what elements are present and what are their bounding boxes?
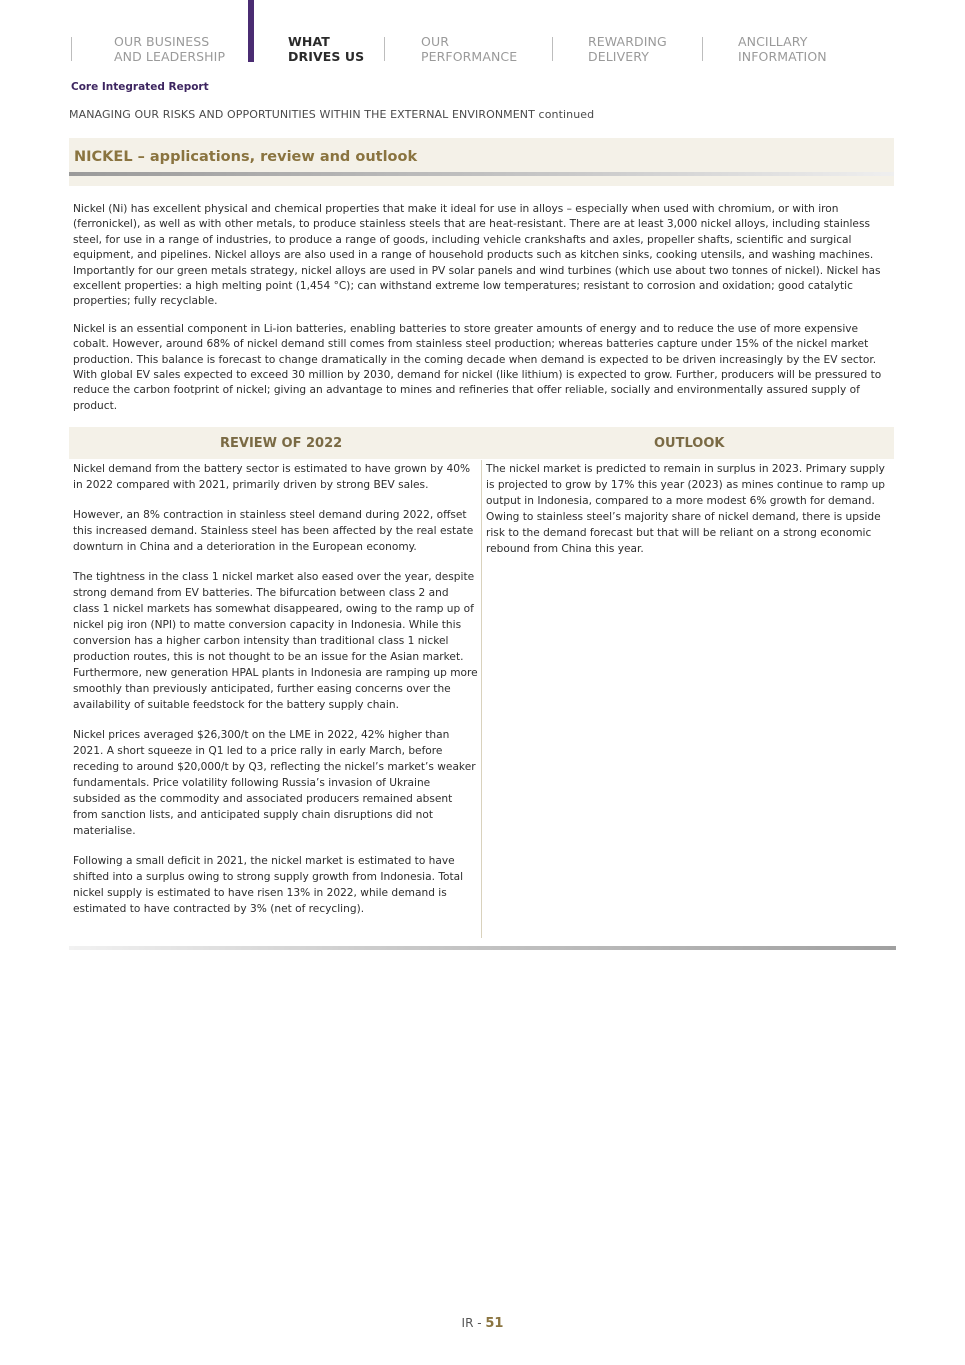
nav-separator bbox=[552, 37, 553, 61]
nav-item-label: ANCILLARY bbox=[738, 34, 808, 49]
review-paragraph: Following a small deficit in 2021, the nickel market is estimated to have shifted into a surplus owing to strong supply growth from Indonesia. Total nickel supply is estimated to have risen 13% in 2022, while demand is estimated to have contracted by 3% (net of recycling). bbox=[73, 855, 464, 915]
review-paragraph: Nickel demand from the battery sector is estimated to have grown by 40% in 2022 compared with 2021, primarily driven by strong BEV sales. bbox=[73, 463, 471, 491]
nav-item-our-performance[interactable] bbox=[421, 34, 517, 64]
nickel-title-band bbox=[69, 138, 894, 186]
nav-active-indicator bbox=[248, 0, 254, 62]
nav-separator bbox=[702, 37, 703, 61]
nav-separator bbox=[384, 37, 385, 61]
footer-prefix: IR - bbox=[461, 1316, 486, 1330]
nav-item-label: DRIVES US bbox=[288, 49, 365, 64]
nav-item-label: OUR bbox=[421, 34, 449, 49]
review-column bbox=[73, 461, 478, 931]
nav-item-our-business[interactable] bbox=[114, 34, 225, 64]
intro-paragraph: Nickel (Ni) has excellent physical and chemical properties that make it ideal for use in alloys – especially when used with chromium, or with iron (ferronickel), as well as with other metals, to produce stainless steels that are heat-resistant. There are at least 3,000 nickel alloys, including stainless steel, for use in a range of industries, to produce a range of goods, including vehicle crankshafts and axles, propeller shafts, scientific and surgical equipment, and pipelines. Nickel alloys are also used in a range of household products such as kitchen sinks, cooking utensils, and washing machines. Importantly for our green metals strategy, nickel alloys are used in PV solar panels and wind turbines (which use about two tonnes of nickel). Nickel has excellent properties: a high melting point (1,454 °C); can withstand extreme low temperatures; resistant to corrosion and oxidation; good catalytic properties; fully recyclable. bbox=[73, 203, 881, 308]
nav-item-label: PERFORMANCE bbox=[421, 49, 518, 64]
outlook-paragraph: The nickel market is predicted to remain in surplus in 2023. Primary supply is projected to grow by 17% this year (2023) as mines continue to ramp up output in Indonesia, compared to a more modest 6% growth for demand. Owing to stainless steel’s majority share of nickel demand, there is upside risk to the demand forecast but that will be reliant on a strong economic rebound from China this year. bbox=[486, 463, 886, 555]
nav-item-label: DELIVERY bbox=[588, 49, 649, 64]
review-heading: REVIEW OF 2022 bbox=[220, 436, 343, 451]
columns-header bbox=[69, 427, 894, 459]
top-navigation bbox=[0, 0, 965, 80]
section-bottom-divider bbox=[69, 946, 896, 950]
intro-text bbox=[73, 202, 893, 426]
outlook-heading: OUTLOOK bbox=[654, 436, 725, 451]
nav-item-what-drives-us[interactable] bbox=[288, 34, 364, 64]
nav-item-label: OUR BUSINESS bbox=[114, 34, 210, 49]
nav-item-label: REWARDING bbox=[588, 34, 667, 49]
nav-separator bbox=[71, 37, 72, 61]
section-label: MANAGING OUR RISKS AND OPPORTUNITIES WITHIN THE EXTERNAL ENVIRONMENT continued bbox=[69, 108, 595, 121]
nav-item-rewarding-delivery[interactable] bbox=[588, 34, 667, 64]
page-number: 51 bbox=[485, 1316, 504, 1331]
nav-item-ancillary-information[interactable] bbox=[738, 34, 827, 64]
page-footer bbox=[0, 1316, 965, 1331]
title-divider bbox=[69, 172, 894, 176]
column-divider bbox=[481, 460, 482, 938]
nav-item-label: WHAT bbox=[288, 34, 330, 49]
review-paragraph: The tightness in the class 1 nickel market also eased over the year, despite strong demand from EV batteries. The bifurcation between class 2 and class 1 nickel markets has somewhat disappeared, owing to the ramp up of nickel pig iron (NPI) to matte conversion capacity in Indonesia. While this conversion has a higher carbon intensity than traditional class 1 nickel production routes, this is not thought to be an issue for the Asian market. Furthermore, new generation HPAL plants in Indonesia are ramping up more smoothly than previously anticipated, further easing concerns over the availability of suitable feedstock for the battery supply chain. bbox=[73, 571, 478, 711]
outlook-column bbox=[486, 461, 886, 571]
review-paragraph: However, an 8% contraction in stainless steel demand during 2022, offset this increased demand. Stainless steel has been affected by the real estate downturn in China and a deterioration in the European economy. bbox=[73, 509, 474, 553]
intro-paragraph: Nickel is an essential component in Li-ion batteries, enabling batteries to store greater amounts of energy and to reduce the use of more expensive cobalt. However, around 68% of nickel demand still comes from stainless steel production; whereas batteries capture under 15% of the nickel market production. This balance is forecast to change dramatically in the coming decade when demand is expected to be driven increasingly by the EV sector. With global EV sales expected to exceed 30 million by 2030, demand for nickel (like lithium) is expected to grow. Further, producers will be pressured to reduce the carbon footprint of nickel; giving an advantage to mines and refineries that offer reliable, socially and environmentally assured supply of product. bbox=[73, 322, 882, 412]
nav-item-label: AND LEADERSHIP bbox=[114, 49, 226, 64]
page-title: NICKEL – applications, review and outlook bbox=[74, 149, 418, 165]
nav-item-label: INFORMATION bbox=[738, 49, 827, 64]
breadcrumb: Core Integrated Report bbox=[71, 81, 209, 93]
review-paragraph: Nickel prices averaged $26,300/t on the LME in 2022, 42% higher than 2021. A short squeeze in Q1 led to a price rally in early March, before receding to around $20,000/t by Q3, reflecting the nickel’s market’s weaker fundamentals. Price volatility following Russia’s invasion of Ukraine subsided as the commodity and associated producers remained absent from sanction lists, and anticipated supply chain disruptions did not materialise. bbox=[73, 729, 476, 837]
